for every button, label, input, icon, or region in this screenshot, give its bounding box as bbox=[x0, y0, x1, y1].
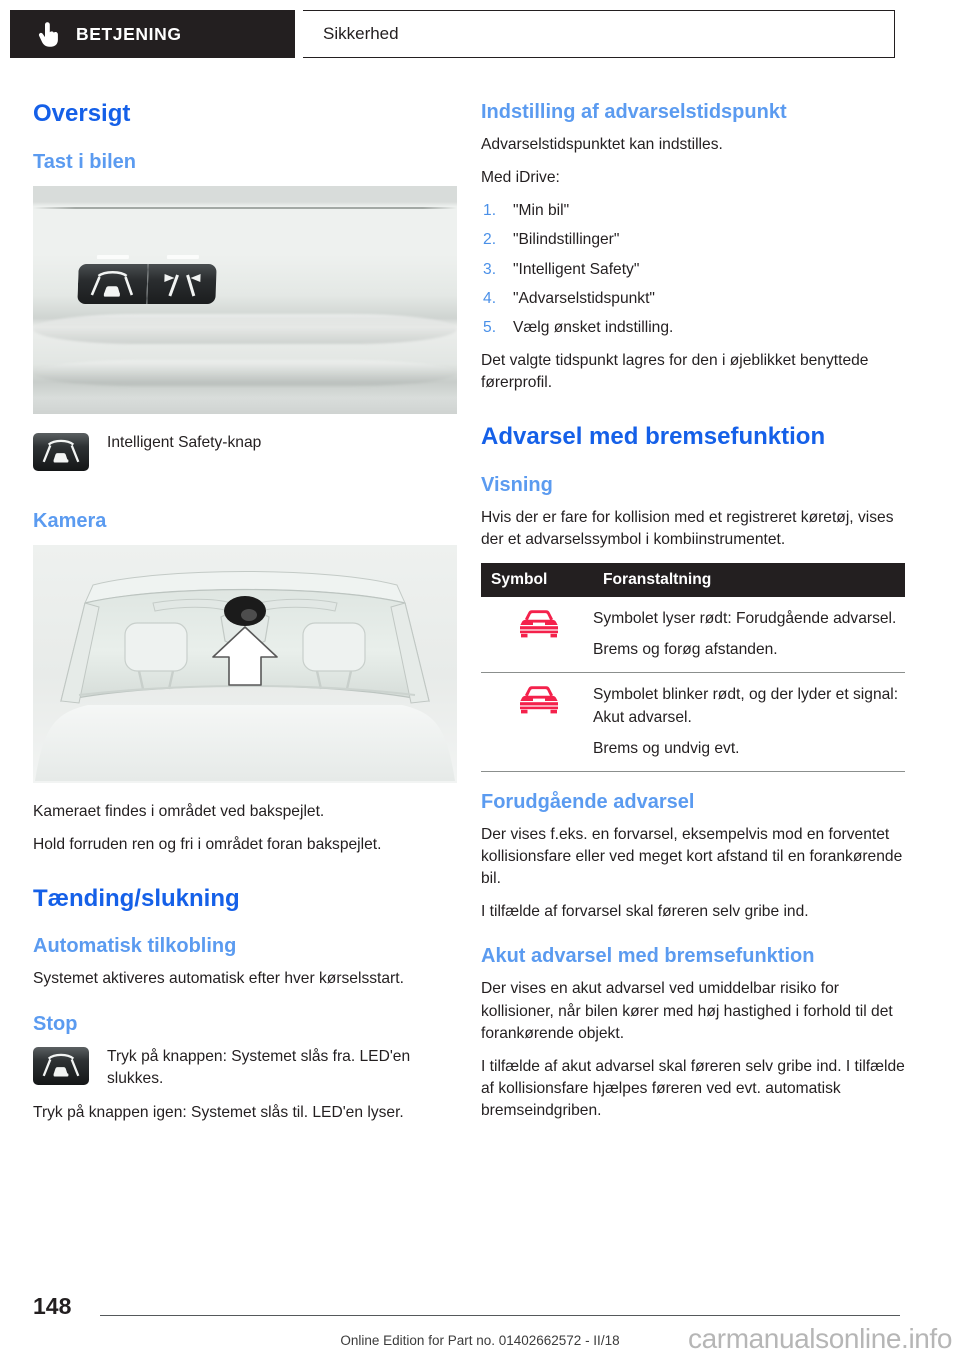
camera-paragraph-1: Kameraet findes i området ved bakspejlet. bbox=[33, 802, 325, 820]
measure-line: Brems og forøg afstanden. bbox=[593, 641, 778, 659]
camera-paragraph-2: Hold forruden ren og fri i området foran bakspejlet. bbox=[33, 835, 382, 853]
table-row bbox=[481, 597, 905, 673]
measure-line: Symbolet blinker rødt, og der lyder et signal: Akut advarsel. bbox=[593, 686, 899, 726]
header-chapter-tab[interactable] bbox=[10, 10, 295, 58]
header-chapter-label: BETJENING bbox=[76, 23, 182, 44]
dashboard-contour-upper bbox=[33, 314, 457, 344]
button-led-indicator bbox=[97, 255, 129, 259]
spacer bbox=[481, 934, 905, 944]
caption-icon-cell bbox=[33, 432, 93, 471]
lane-departure-icon bbox=[147, 264, 217, 304]
measure-line: Symbolet lyser rødt: Forudgående advarsel. bbox=[593, 610, 897, 628]
forudgaaende-paragraph-2: I tilfælde af forvarsel skal føreren selv gribe ind. bbox=[481, 903, 809, 921]
measure-line: Brems og undvig evt. bbox=[593, 739, 740, 757]
table-body bbox=[481, 597, 905, 771]
lane-departure-warning-button[interactable] bbox=[147, 264, 217, 304]
spacer bbox=[33, 1002, 457, 1012]
page-number: 148 bbox=[33, 1293, 72, 1319]
header-section-tab[interactable] bbox=[303, 10, 895, 58]
intelligent-safety-button-icon bbox=[33, 1047, 89, 1085]
heading-forudgaaende-advarsel: Forudgående advarsel bbox=[481, 790, 695, 813]
spacer bbox=[481, 405, 905, 423]
heading-indstilling-advarselstidspunkt: Indstilling af advarselstidspunkt bbox=[481, 101, 787, 123]
list-item: "Min bil" bbox=[513, 202, 570, 220]
list-item: "Advarselstidspunkt" bbox=[513, 289, 655, 307]
red-car-front-icon bbox=[516, 608, 562, 640]
table-row bbox=[481, 673, 905, 771]
automatisk-tilkobling-paragraph: Systemet aktiveres automatisk efter hver kørselsstart. bbox=[33, 970, 404, 988]
stop-icon-cell bbox=[33, 1046, 93, 1085]
list-item: "Bilindstillinger" bbox=[513, 231, 620, 249]
heading-taending-slukning: Tænding/slukning bbox=[33, 884, 240, 912]
dashboard-trim-line bbox=[33, 207, 457, 209]
heading-tast-i-bilen: Tast i bilen bbox=[33, 150, 136, 173]
stop-instruction-row bbox=[33, 1046, 457, 1090]
figure-windshield-camera bbox=[33, 545, 457, 783]
dashboard-contour-lower bbox=[33, 360, 457, 386]
page-title-oversigt: Oversigt bbox=[33, 100, 131, 127]
indstilling-outro: Det valgte tidspunkt lagres for den i øjeblikket benyttede førerprofil. bbox=[481, 351, 869, 392]
heading-visning: Visning bbox=[481, 473, 553, 496]
heading-akut-advarsel: Akut advarsel med bremsefunktion bbox=[481, 945, 815, 968]
akut-paragraph-1: Der vises en akut advarsel ved umiddelbar risiko for kollisioner, når bilen kører med høj hastighed i forhold til det forankørende objekt. bbox=[481, 980, 893, 1042]
forudgaaende-paragraph-1: Der vises f.eks. en forvarsel, eksempelvis mod en forventet kollisionsfare eller ved meget kort afstand til en forankørende bil. bbox=[481, 825, 903, 888]
stop-icon-text: Tryk på knappen: Systemet slås fra. LED'en slukkes. bbox=[107, 1047, 411, 1087]
footer-divider bbox=[100, 1315, 900, 1317]
symbol-measures-table bbox=[481, 563, 905, 772]
caption-text-cell bbox=[107, 432, 457, 454]
spacer bbox=[481, 772, 905, 790]
spacer bbox=[33, 867, 457, 885]
intelligent-safety-button[interactable] bbox=[77, 264, 148, 304]
table-header-measure: Foranstaltning bbox=[593, 563, 905, 597]
idrive-steps-list bbox=[481, 200, 905, 339]
list-item: Vælg ønsket indstilling. bbox=[513, 318, 674, 336]
indstilling-intro-1: Advarselstidspunktet kan indstilles. bbox=[481, 136, 723, 153]
right-column bbox=[481, 100, 905, 1122]
heading-automatisk-tilkobling: Automatisk tilkobling bbox=[33, 935, 237, 958]
table-cell-symbol bbox=[481, 597, 593, 673]
intelligent-safety-icon bbox=[77, 264, 147, 304]
header-section-label: Sikkerhed bbox=[323, 24, 399, 43]
page-header bbox=[10, 10, 895, 58]
table-header-symbol: Symbol bbox=[481, 563, 593, 597]
stop-paragraph: Tryk på knappen igen: Systemet slås til. LED'en lyser. bbox=[33, 1103, 404, 1121]
visning-paragraph: Hvis der er fare for kollision med et registreret køretøj, vises der et advarselssymbol i kombiinstrumentet. bbox=[481, 508, 894, 548]
stop-icon-text-cell bbox=[107, 1046, 457, 1090]
intelligent-safety-glyph bbox=[33, 433, 89, 471]
table-cell-symbol bbox=[481, 673, 593, 771]
akut-paragraph-2: I tilfælde af akut advarsel skal føreren selv gribe ind. I tilfælde af kollisionsfare hjælpes føreren ved evt. automatisk bremseindgriben. bbox=[481, 1057, 905, 1120]
hand-pointing-icon bbox=[36, 21, 60, 47]
caption-intelligent-safety-button bbox=[33, 432, 457, 471]
edition-note: Online Edition for Part no. 01402662572 - II/18 bbox=[340, 1333, 620, 1348]
caption-label: Intelligent Safety-knap bbox=[107, 433, 262, 451]
table-header-row bbox=[481, 563, 905, 597]
red-car-front-icon bbox=[516, 684, 562, 716]
intelligent-safety-button-icon bbox=[33, 433, 89, 471]
dashboard-button-group[interactable] bbox=[77, 264, 216, 304]
table-cell-measure bbox=[593, 597, 905, 673]
table-header bbox=[481, 563, 905, 597]
heading-advarsel-med-bremsefunktion: Advarsel med bremsefunktion bbox=[481, 423, 826, 451]
table-cell-measure bbox=[593, 673, 905, 771]
intelligent-safety-glyph bbox=[33, 1047, 89, 1085]
figure-dashboard-buttons bbox=[33, 186, 457, 414]
indstilling-intro-2: Med iDrive: bbox=[481, 169, 560, 187]
left-column bbox=[33, 100, 457, 1124]
watermark: carmanualsonline.info bbox=[688, 1323, 952, 1354]
heading-stop: Stop bbox=[33, 1012, 78, 1035]
windshield-illustration bbox=[33, 545, 457, 783]
page-footer bbox=[0, 1272, 960, 1362]
heading-kamera: Kamera bbox=[33, 509, 107, 532]
button-led-indicator bbox=[167, 255, 199, 259]
list-item: "Intelligent Safety" bbox=[513, 260, 640, 278]
spacer bbox=[33, 483, 457, 509]
